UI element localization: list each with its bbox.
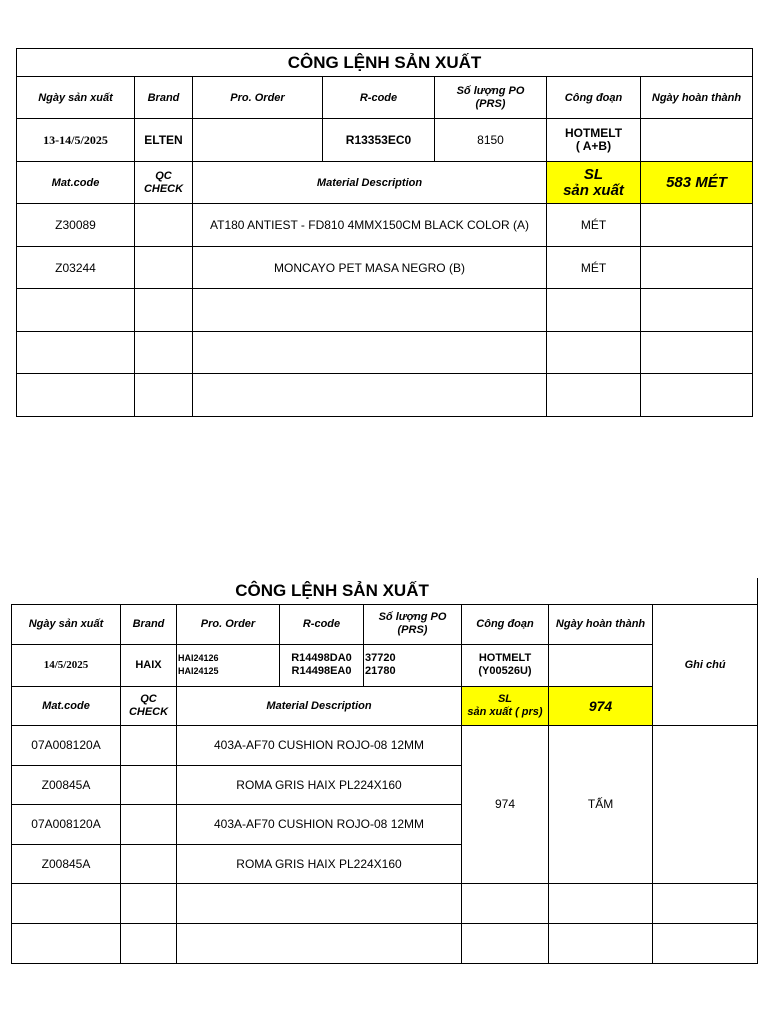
empty-cell [641,332,753,374]
value-r-code-line1: R14498DA0 [291,652,352,664]
header-ghi-chu: Ghi chú [653,604,758,725]
title-spacer [653,578,758,604]
empty-cell [547,332,641,374]
header-mat-code: Mat.code [17,162,135,204]
value-r-code [280,644,364,686]
empty-cell [121,883,177,923]
table-row-empty [17,332,753,374]
value-ngay-hoan-thanh [549,644,653,686]
empty-cell [193,332,547,374]
mat-code-cell: Z00845A [12,844,121,883]
value-cong-doan-line2: ( A+B) [575,139,612,153]
value-so-luong-po [364,644,462,686]
value-pro-order [177,644,280,686]
value-so-luong-po-line2: 21780 [365,665,396,677]
empty-cell [17,289,135,332]
header-material-description: Material Description [177,686,462,725]
header-pro-order: Pro. Order [193,77,323,119]
production-order-table-1 [16,48,753,417]
header-pro-order: Pro. Order [177,604,280,644]
mat-code-cell: 07A008120A [12,804,121,844]
value-so-luong-po: 8150 [435,119,547,162]
empty-cell [547,289,641,332]
header-so-luong-po [435,77,547,119]
value-sl-san-xuat: 974 [549,686,653,725]
extra-cell [641,247,753,289]
header-qc-line2: CHECK [128,705,169,718]
production-order-table-2 [11,578,758,964]
header-r-code: R-code [323,77,435,119]
header-ngay-hoan-thanh: Ngày hoàn thành [641,77,753,119]
value-cong-doan-line2: (Y00526U) [478,665,532,677]
qc-cell [135,204,193,247]
value-pro-order-line1: HAI24126 [178,653,219,663]
value-cong-doan-line1: HOTMELT [478,652,532,664]
empty-cell [547,374,641,417]
value-cong-doan-line1: HOTMELT [564,126,623,140]
empty-cell [193,289,547,332]
header-sl-line2: sản xuất [563,181,624,199]
mat-code-cell: Z00845A [12,765,121,804]
value-pro-order [193,119,323,162]
empty-cell [12,923,121,963]
table-row [17,247,753,289]
header-so-luong-po-line2: (PRS) [397,624,428,636]
table-row [12,725,758,765]
empty-cell [135,332,193,374]
header-mat-code: Mat.code [12,686,121,725]
header-sl-line1: SL [583,165,604,183]
header-brand: Brand [121,604,177,644]
header-sl-san-xuat [547,162,641,204]
empty-cell [121,923,177,963]
header-so-luong-po-line1: Số lượng PO [456,84,525,97]
table-row-empty [17,374,753,417]
description-cell: ROMA GRIS HAIX PL224X160 [177,844,462,883]
empty-cell [462,923,549,963]
empty-cell [653,923,758,963]
table-row-empty [17,289,753,332]
value-ngay-san-xuat: 14/5/2025 [12,644,121,686]
header-so-luong-po [364,604,462,644]
value-sl-san-xuat: 583 MÉT [641,162,753,204]
ghi-chu-cell [653,725,758,883]
empty-cell [135,289,193,332]
extra-cell [641,204,753,247]
header-r-code: R-code [280,604,364,644]
order-title: CÔNG LỆNH SẢN XUẤT [12,578,653,604]
empty-cell [193,374,547,417]
value-r-code-line2: R14498EA0 [291,665,352,677]
header-sl-line1: SL [497,692,513,705]
description-cell: ROMA GRIS HAIX PL224X160 [177,765,462,804]
qc-cell [121,725,177,765]
header-qc-line1: QC [155,169,172,182]
value-brand: ELTEN [135,119,193,162]
header-ngay-san-xuat: Ngày sản xuất [12,604,121,644]
merged-unit-cell: TẤM [549,725,653,883]
value-ngay-san-xuat: 13-14/5/2025 [17,119,135,162]
header-so-luong-po-line2: (PRS) [475,97,506,110]
empty-cell [653,883,758,923]
value-brand: HAIX [121,644,177,686]
description-cell: MONCAYO PET MASA NEGRO (B) [193,247,547,289]
description-cell: AT180 ANTIEST - FD810 4MMX150CM BLACK COLOR (A) [193,204,547,247]
header-ngay-san-xuat: Ngày sản xuất [17,77,135,119]
description-cell: 403A-AF70 CUSHION ROJO-08 12MM [177,804,462,844]
empty-cell [549,923,653,963]
header-qc-check [135,162,193,204]
header-sl-line2: sản xuất ( prs) [467,705,543,718]
empty-cell [641,374,753,417]
qc-cell [121,765,177,804]
value-cong-doan [547,119,641,162]
header-cong-doan: Công đoạn [547,77,641,119]
qc-cell [121,844,177,883]
description-cell: 403A-AF70 CUSHION ROJO-08 12MM [177,725,462,765]
unit-cell: MÉT [547,204,641,247]
header-material-description: Material Description [193,162,547,204]
empty-cell [549,883,653,923]
header-qc-line2: CHECK [143,182,184,195]
mat-code-cell: Z30089 [17,204,135,247]
header-sl-san-xuat [462,686,549,725]
empty-cell [641,289,753,332]
header-qc-check [121,686,177,725]
empty-cell [135,374,193,417]
header-so-luong-po-line1: Số lượng PO [378,611,447,623]
unit-cell: MÉT [547,247,641,289]
mat-code-cell: 07A008120A [12,725,121,765]
table-row-empty [12,923,758,963]
mat-code-cell: Z03244 [17,247,135,289]
header-ngay-hoan-thanh: Ngày hoàn thành [549,604,653,644]
merged-quantity-cell: 974 [462,725,549,883]
table-row-empty [12,883,758,923]
qc-cell [121,804,177,844]
qc-cell [135,247,193,289]
table-row [17,204,753,247]
empty-cell [17,332,135,374]
value-cong-doan [462,644,549,686]
header-qc-line1: QC [140,692,157,705]
value-r-code: R13353EC0 [323,119,435,162]
value-pro-order-line2: HAI24125 [178,666,219,676]
header-cong-doan: Công đoạn [462,604,549,644]
empty-cell [17,374,135,417]
value-ngay-hoan-thanh [641,119,753,162]
empty-cell [177,883,462,923]
order-title: CÔNG LỆNH SẢN XUẤT [17,49,753,77]
header-brand: Brand [135,77,193,119]
empty-cell [462,883,549,923]
value-so-luong-po-line1: 37720 [365,652,396,664]
empty-cell [177,923,462,963]
empty-cell [12,883,121,923]
